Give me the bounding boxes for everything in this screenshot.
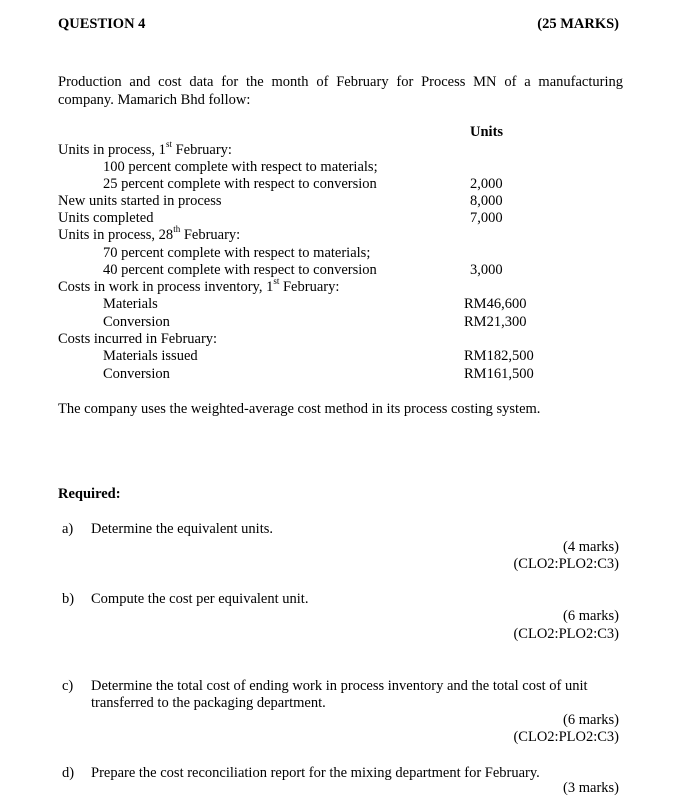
part-c-letter: c) [62,678,74,694]
cost-wip-conversion-value: RM21,300 [464,314,527,330]
part-a-marks: (4 marks) [563,539,619,555]
new-units-label: New units started in process [58,193,222,209]
units-column-header: Units [470,124,504,140]
wip-end-label: Units in process, 28th February: [58,224,241,243]
required-heading: Required: [58,486,121,502]
cost-wip-materials-label: Materials [103,296,158,312]
part-d-text: Prepare the cost reconciliation report for the mixing department for February. [91,765,540,781]
cost-wip-label: Costs in work in process inventory, 1st February: [58,276,340,295]
cost-incurred-label: Costs incurred in February: [58,331,218,347]
wip-start-label: Units in process, 1st February: [58,139,232,158]
part-b-text: Compute the cost per equivalent unit. [91,591,309,607]
wip-start-materials-text: 100 percent complete with respect to materials; [103,159,378,175]
part-c-text: Determine the total cost of ending work in process inventory and the total cost of unit transferred to the packaging department. [91,678,588,711]
part-c-marks: (6 marks) [563,712,619,728]
wip-end-conversion-text: 40 percent complete with respect to conversion [103,262,377,278]
cost-incurred-materials-value: RM182,500 [464,348,534,364]
cost-incurred-conversion-value: RM161,500 [464,366,534,382]
intro-paragraph: Production and cost data for the month of February for Process MN of a manufacturing company. Mamarich Bhd follow: [58,74,623,108]
cost-incurred-materials-label: Materials issued [103,348,198,364]
part-d-letter: d) [62,765,75,781]
cost-incurred-conversion-label: Conversion [103,366,170,382]
wip-start-conversion-text: 25 percent complete with respect to conversion [103,176,377,192]
wip-start-units: 2,000 [470,176,503,192]
cost-wip-conversion-label: Conversion [103,314,170,330]
wip-end-units: 3,000 [470,262,503,278]
part-d-marks: (3 marks) [563,780,619,796]
question-title: QUESTION 4 [58,16,146,32]
question-marks: (25 MARKS) [537,16,619,32]
units-completed-value: 7,000 [470,210,503,226]
units-completed-label: Units completed [58,210,154,226]
cost-wip-materials-value: RM46,600 [464,296,527,312]
part-a-clo: (CLO2:PLO2:C3) [513,556,619,572]
part-b-marks: (6 marks) [563,608,619,624]
wip-end-materials-text: 70 percent complete with respect to materials; [103,245,371,261]
method-sentence: The company uses the weighted-average cost method in its process costing system. [58,401,541,417]
part-b-clo: (CLO2:PLO2:C3) [513,626,619,642]
part-c-clo: (CLO2:PLO2:C3) [513,729,619,745]
part-b-letter: b) [62,591,75,607]
part-a-text: Determine the equivalent units. [91,521,274,537]
part-a-letter: a) [62,521,74,537]
new-units-value: 8,000 [470,193,503,209]
